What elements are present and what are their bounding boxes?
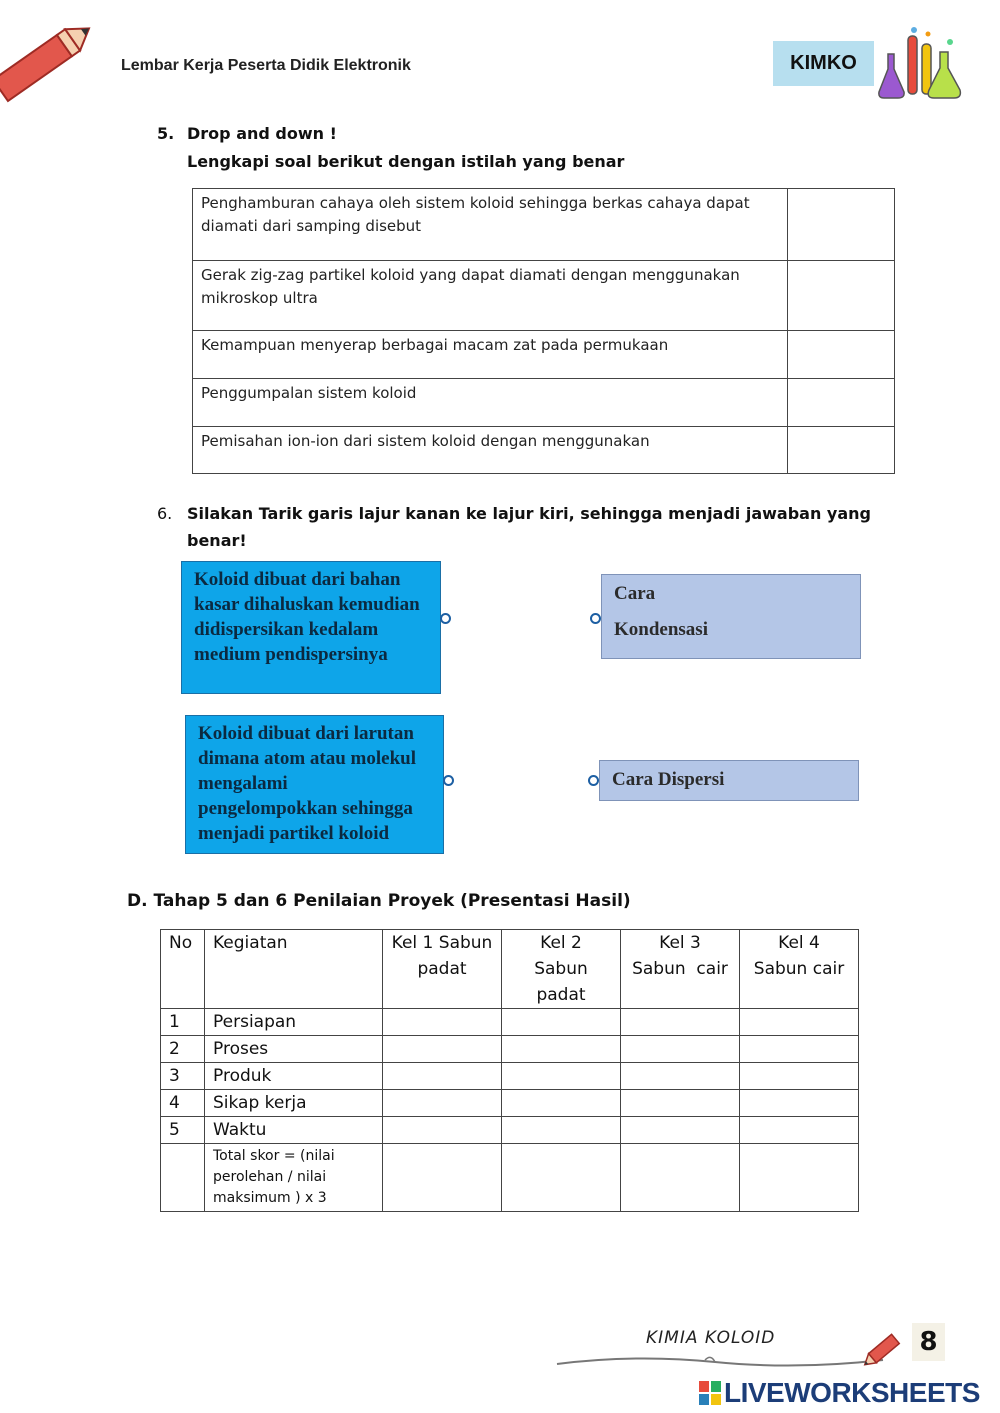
table-row	[161, 1036, 859, 1063]
q5-instruction: Lengkapi soal berikut dengan istilah yang benar	[187, 152, 625, 171]
table-row	[193, 189, 895, 261]
liveworksheets-brand: LIVEWORKSHEETS	[724, 1377, 980, 1408]
score-cell[interactable]	[621, 1063, 740, 1090]
score-cell[interactable]	[502, 1117, 621, 1144]
score-cell[interactable]	[740, 1144, 859, 1212]
table-row	[161, 1009, 859, 1036]
section-d-title: D. Tahap 5 dan 6 Penilaian Proyek (Presentasi Hasil)	[127, 891, 631, 911]
match-right-item[interactable]	[601, 574, 861, 659]
q5-prompt: Kemampuan menyerap berbagai macam zat pada permukaan	[193, 331, 788, 379]
header-text: Sabun cair	[753, 959, 845, 979]
q5-prompt: Gerak zig-zag partikel koloid yang dapat diamati dengan menggunakan mikroskop ultra	[193, 261, 788, 331]
header-text: Kel 1 Sabun	[391, 933, 493, 953]
pencil-icon	[862, 1322, 912, 1370]
worksheet-header-title: Lembar Kerja Peserta Didik Elektronik	[121, 57, 411, 74]
header-text: padat	[536, 985, 586, 1005]
match-right-label: Cara	[614, 583, 656, 604]
table-row	[193, 379, 895, 427]
header-kel1	[383, 930, 502, 1009]
liveworksheets-grid-icon	[699, 1381, 721, 1405]
row-kegiatan: Sikap kerja	[205, 1090, 383, 1117]
match-left-item[interactable]: Koloid dibuat dari larutan dimana atom atau molekul mengalami pengelompokkan sehingga menjadi partikel koloid	[185, 715, 444, 854]
score-cell[interactable]	[740, 1036, 859, 1063]
score-cell[interactable]	[383, 1036, 502, 1063]
project-assessment-table	[160, 929, 859, 1212]
score-cell[interactable]	[383, 1090, 502, 1117]
q5-prompt: Penghamburan cahaya oleh sistem koloid sehingga berkas cahaya dapat diamati dari samping disebut	[193, 189, 788, 261]
answer-drop-field[interactable]	[788, 261, 894, 285]
page-number: 8	[912, 1323, 945, 1361]
match-right-label: Cara Dispersi	[612, 769, 725, 790]
table-row	[161, 1144, 859, 1212]
footer-label: KIMIA KOLOID	[646, 1328, 776, 1348]
row-kegiatan: Proses	[205, 1036, 383, 1063]
match-right-label: Kondensasi	[614, 619, 708, 640]
score-cell[interactable]	[740, 1009, 859, 1036]
score-cell[interactable]	[502, 1090, 621, 1117]
score-cell[interactable]	[502, 1009, 621, 1036]
score-cell[interactable]	[740, 1063, 859, 1090]
header-text: Kel 4	[778, 933, 820, 953]
table-row	[161, 1117, 859, 1144]
header-kel2	[502, 930, 621, 1009]
q5-number: 5.	[157, 124, 175, 143]
total-score-label: Total skor = (nilai perolehan / nilai maksimum ) x 3	[205, 1144, 383, 1212]
score-cell[interactable]	[621, 1036, 740, 1063]
connector-dot[interactable]	[588, 775, 599, 786]
table-row	[193, 261, 895, 331]
answer-cell	[788, 331, 895, 379]
kimko-badge: KIMKO	[773, 41, 874, 86]
row-no: 1	[161, 1009, 205, 1036]
score-cell[interactable]	[621, 1090, 740, 1117]
score-cell[interactable]	[740, 1117, 859, 1144]
connector-dot[interactable]	[440, 613, 451, 624]
liveworksheets-logo	[699, 1377, 980, 1409]
q5-prompt: Penggumpalan sistem koloid	[193, 379, 788, 427]
score-cell[interactable]	[502, 1063, 621, 1090]
row-kegiatan: Waktu	[205, 1117, 383, 1144]
header-kegiatan: Kegiatan	[205, 930, 383, 1009]
score-cell[interactable]	[740, 1090, 859, 1117]
q6-instruction-line1: Silakan Tarik garis lajur kanan ke lajur kiri, sehingga menjadi jawaban yang	[187, 504, 871, 523]
match-left-item[interactable]: Koloid dibuat dari bahan kasar dihaluskan kemudian didispersikan kedalam medium pendispersinya	[181, 561, 441, 694]
header-text: Kel 2	[540, 933, 582, 953]
q5-fill-table	[192, 188, 895, 474]
score-cell[interactable]	[502, 1144, 621, 1212]
answer-cell	[788, 427, 895, 474]
table-row	[161, 1063, 859, 1090]
header-kel4	[740, 930, 859, 1009]
table-row	[193, 427, 895, 474]
match-right-item[interactable]	[599, 760, 859, 801]
row-kegiatan: Persiapan	[205, 1009, 383, 1036]
header-text: padat	[417, 959, 467, 979]
chemistry-flasks-icon	[878, 24, 978, 104]
answer-drop-field[interactable]	[788, 379, 894, 403]
answer-cell	[788, 261, 895, 331]
header-text: Sabun	[534, 959, 588, 979]
connector-dot[interactable]	[590, 613, 601, 624]
score-cell[interactable]	[502, 1036, 621, 1063]
score-cell[interactable]	[383, 1063, 502, 1090]
row-no	[161, 1144, 205, 1212]
header-text: Kel 3	[659, 933, 701, 953]
score-cell[interactable]	[621, 1144, 740, 1212]
answer-cell	[788, 189, 895, 261]
pencil-icon	[0, 8, 100, 108]
answer-drop-field[interactable]	[788, 189, 894, 213]
score-cell[interactable]	[383, 1144, 502, 1212]
table-row	[161, 1090, 859, 1117]
row-no: 5	[161, 1117, 205, 1144]
score-cell[interactable]	[621, 1117, 740, 1144]
answer-drop-field[interactable]	[788, 427, 894, 451]
q5-title: Drop and down !	[187, 124, 337, 143]
row-no: 2	[161, 1036, 205, 1063]
header-kel3	[621, 930, 740, 1009]
table-header-row	[161, 930, 859, 1009]
header-text: Sabun cair	[632, 959, 728, 979]
q6-instruction-line2: benar!	[187, 531, 247, 550]
table-row	[193, 331, 895, 379]
row-no: 4	[161, 1090, 205, 1117]
answer-cell	[788, 379, 895, 427]
q5-prompt: Pemisahan ion-ion dari sistem koloid dengan menggunakan	[193, 427, 788, 474]
row-no: 3	[161, 1063, 205, 1090]
header-no: No	[161, 930, 205, 1009]
q6-number: 6.	[157, 504, 173, 523]
score-cell[interactable]	[383, 1009, 502, 1036]
connector-dot[interactable]	[443, 775, 454, 786]
score-cell[interactable]	[383, 1117, 502, 1144]
answer-drop-field[interactable]	[788, 331, 894, 355]
score-cell[interactable]	[621, 1009, 740, 1036]
row-kegiatan: Produk	[205, 1063, 383, 1090]
swoosh-divider	[555, 1350, 885, 1374]
